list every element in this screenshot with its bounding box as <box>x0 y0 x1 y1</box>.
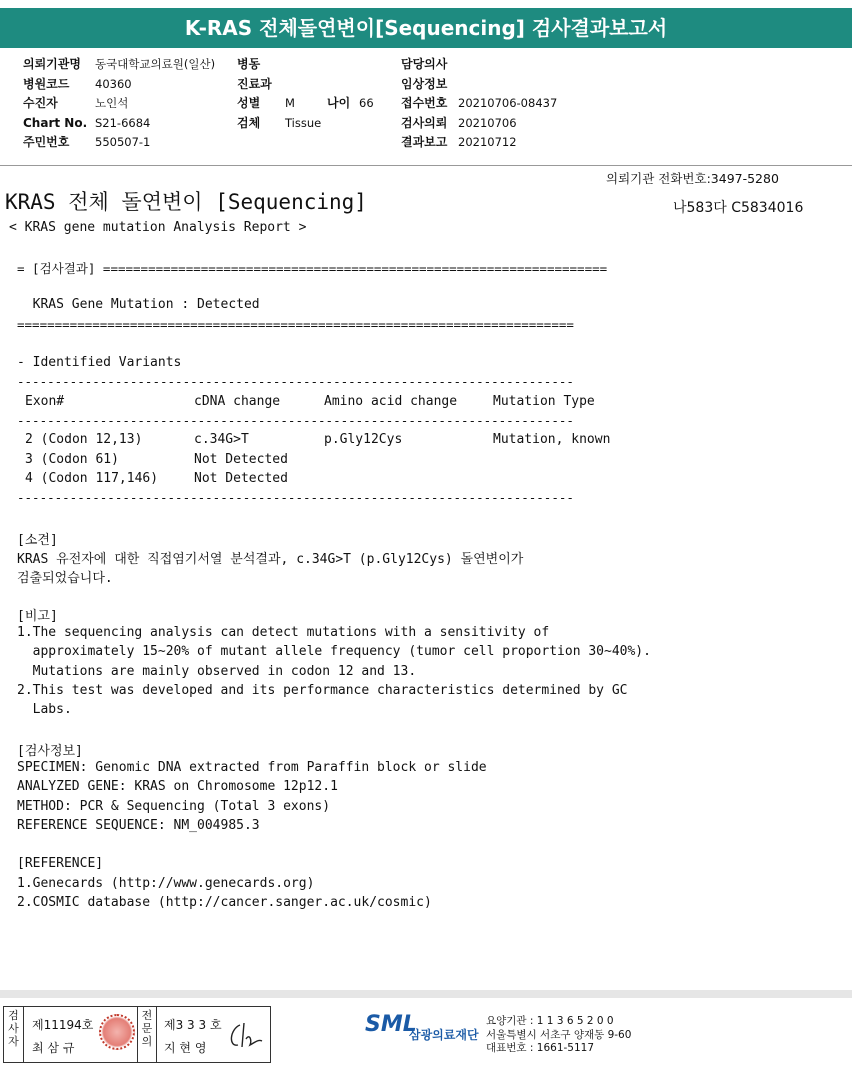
info-value: 노인석 <box>95 96 129 110</box>
test-info-line: SPECIMEN: Genomic DNA extracted from Paraffin block or slide <box>17 760 487 775</box>
sml-logo: SML <box>365 1012 417 1037</box>
reference-line: 2.COSMIC database (http://cancer.sanger.ac.uk/cosmic) <box>17 895 432 910</box>
test-info-title: [검사정보] <box>17 744 83 759</box>
table-header-cdna: cDNA change <box>194 394 281 409</box>
table-cell: 2 (Codon 12,13) <box>25 432 143 447</box>
org-name: 삼광의료재단 <box>409 1028 479 1042</box>
table-cell: p.Gly12Cys <box>324 432 403 447</box>
table-rule-bottom: -------------------------------------------------------------------------- <box>17 490 574 505</box>
dept-label: 진료과 <box>237 76 272 91</box>
sex-value: M <box>285 96 295 110</box>
info-label: Chart No. <box>23 115 88 130</box>
report-subheading: < KRAS gene mutation Analysis Report > <box>9 220 307 235</box>
specialist-number: 제3 3 3 호 <box>164 1018 222 1032</box>
age-value: 66 <box>359 96 374 110</box>
signature-box <box>3 1006 271 1063</box>
table-header-type: Mutation Type <box>493 394 595 409</box>
reference-title: [REFERENCE] <box>17 856 104 871</box>
table-cell: 3 (Codon 61) <box>25 452 119 467</box>
variants-title: - Identified Variants <box>17 355 182 370</box>
table-header-amino: Amino acid change <box>324 394 458 409</box>
info-value: 동국대학교의료원(일산) <box>95 57 216 71</box>
info-label: 담당의사 <box>401 57 448 71</box>
test-info-line: ANALYZED GENE: KRAS on Chromosome 12p12.1 <box>17 779 338 794</box>
info-value: 40360 <box>95 76 132 91</box>
info-label: 접수번호 <box>401 96 448 110</box>
inspector-number: 제11194호 <box>32 1018 94 1032</box>
info-value: 20210712 <box>458 135 517 149</box>
table-rule-mid: -------------------------------------------------------------------------- <box>17 413 574 428</box>
note-line: Labs. <box>17 702 72 717</box>
info-label: 병원코드 <box>23 76 70 91</box>
test-info-line: METHOD: PCR & Sequencing (Total 3 exons) <box>17 799 331 814</box>
inspector-name: 최 삼 규 <box>32 1041 75 1055</box>
info-label: 수진자 <box>23 96 58 110</box>
note-line: 1.The sequencing analysis can detect mutations with a sensitivity of <box>17 625 550 640</box>
test-info-line: REFERENCE SEQUENCE: NM_004985.3 <box>17 818 260 833</box>
org-info-line: 요양기관 : 1 1 3 6 5 2 0 0 <box>486 1015 614 1027</box>
ward-label: 병동 <box>237 57 261 71</box>
org-info-line: 대표번호 : 1661-5117 <box>486 1042 595 1054</box>
specialist-name: 지 현 영 <box>164 1041 207 1055</box>
table-cell: c.34G>T <box>194 432 249 447</box>
phone-line: 의뢰기관 전화번호:3497-5280 <box>606 171 779 186</box>
info-label: 임상정보 <box>401 76 448 91</box>
opinion-line: 검출되었습니다. <box>17 571 113 586</box>
table-rule-top: -------------------------------------------------------------------------- <box>17 374 574 389</box>
table-header-exon: Exon# <box>25 394 65 409</box>
info-label: 주민번호 <box>23 135 70 149</box>
info-label: 의뢰기관명 <box>23 57 81 71</box>
info-mid <box>237 55 374 133</box>
sex-label: 성별 <box>237 96 261 110</box>
org-info <box>486 1015 631 1056</box>
specimen-value: Tissue <box>285 115 322 130</box>
specialist-vertical-label: 전 문 의 <box>137 1007 157 1062</box>
inspector-vertical-label: 검 사 자 <box>4 1007 24 1062</box>
gene-mutation-line: KRAS Gene Mutation : Detected <box>17 297 260 312</box>
info-left <box>23 55 215 153</box>
note-line: Mutations are mainly observed in codon 12 and 13. <box>17 664 417 679</box>
info-right <box>401 55 557 153</box>
reference-line: 1.Genecards (http://www.genecards.org) <box>17 876 315 891</box>
footer-bar <box>0 990 852 998</box>
info-value: 20210706-08437 <box>458 96 558 110</box>
specimen-label: 검체 <box>237 115 261 130</box>
report-title: K-RAS 전체돌연변이[Sequencing] 검사결과보고서 <box>0 8 852 48</box>
info-label: 결과보고 <box>401 135 448 149</box>
header-divider <box>0 165 852 166</box>
table-cell: 4 (Codon 117,146) <box>25 471 159 486</box>
info-value: 20210706 <box>458 115 517 130</box>
info-label: 검사의뢰 <box>401 115 448 130</box>
opinion-line: KRAS 유전자에 대한 직접염기서열 분석결과, c.34G>T (p.Gly12Cys) 돌연변이가 <box>17 552 524 567</box>
table-cell: Not Detected <box>194 452 288 467</box>
info-value: 550507-1 <box>95 135 151 149</box>
report-heading: KRAS 전체 돌연변이 [Sequencing] <box>5 190 367 214</box>
double-rule: ========================================================================== <box>17 317 574 332</box>
opinion-title: [소견] <box>17 533 58 548</box>
code-number: 나583다 C5834016 <box>673 200 804 216</box>
seal-icon <box>99 1014 135 1050</box>
info-value: S21-6684 <box>95 115 151 130</box>
age-label: 나이 <box>327 96 351 110</box>
org-info-line: 서울특별시 서초구 양재동 9-60 <box>486 1028 632 1041</box>
note-line: 2.This test was developed and its performance characteristics determined by GC <box>17 683 628 698</box>
signature-icon <box>224 1019 264 1053</box>
table-cell: Mutation, known <box>493 432 611 447</box>
table-cell: Not Detected <box>194 471 288 486</box>
note-line: approximately 15~20% of mutant allele frequency (tumor cell proportion 30~40%). <box>17 644 651 659</box>
result-header: = [검사결과] =================================================================== <box>17 261 608 276</box>
note-title: [비고] <box>17 609 58 624</box>
